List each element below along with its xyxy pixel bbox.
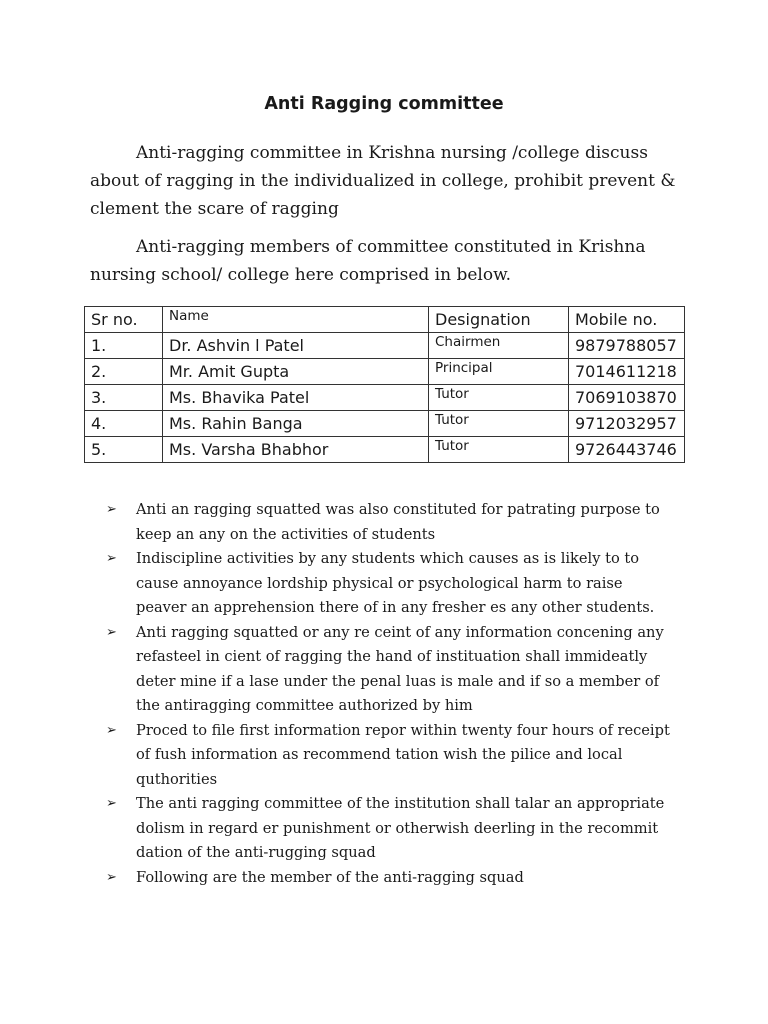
bullet-line: the antiragging committee authorized by him bbox=[136, 697, 473, 714]
committee-table bbox=[84, 306, 685, 463]
paragraph-line: clement the scare of ragging bbox=[90, 199, 339, 219]
cell-sr: 1. bbox=[85, 333, 163, 359]
bullet-line: Following are the member of the anti-ragging squad bbox=[136, 868, 524, 886]
cell-sr: 5. bbox=[85, 437, 163, 463]
bullet-item bbox=[106, 498, 670, 547]
paragraph-line: about of ragging in the individualized in college, prohibit prevent & bbox=[90, 171, 676, 191]
cell-mobile: 9726443746 bbox=[569, 437, 685, 463]
bullet-line: Indiscipline activities by any students which causes as is likely to to bbox=[136, 550, 640, 567]
header-name: Name bbox=[163, 307, 429, 333]
cell-designation: Principal bbox=[429, 359, 569, 385]
header-designation: Designation bbox=[429, 307, 569, 333]
cell-mobile: 9712032957 bbox=[569, 411, 685, 437]
cell-designation: Tutor bbox=[429, 437, 569, 463]
cell-mobile: 7014611218 bbox=[569, 359, 685, 385]
bullet-item bbox=[106, 719, 670, 793]
table-row bbox=[85, 437, 685, 463]
bullet-line: refasteel in cient of ragging the hand of instituation shall immideatly bbox=[136, 648, 648, 665]
paragraph-line: nursing school/ college here comprised in below. bbox=[90, 265, 512, 285]
bullet-line: keep an any on the activities of students bbox=[136, 525, 436, 543]
intro-paragraph bbox=[90, 139, 730, 223]
cell-name: Ms. Bhavika Patel bbox=[163, 385, 429, 411]
bullet-item bbox=[106, 621, 670, 719]
cell-sr: 4. bbox=[85, 411, 163, 437]
cell-sr: 2. bbox=[85, 359, 163, 385]
cell-designation: Tutor bbox=[429, 385, 569, 411]
members-paragraph bbox=[90, 233, 730, 289]
paragraph-line: Anti-ragging members of committee constituted in Krishna bbox=[136, 237, 646, 257]
table-row bbox=[85, 333, 685, 359]
document-title: Anti Ragging committee bbox=[264, 94, 504, 114]
bullet-item bbox=[106, 866, 670, 891]
bullet-line: Anti an ragging squatted was also constituted for patrating purpose to bbox=[136, 501, 660, 518]
bullet-line: quthorities bbox=[136, 770, 218, 788]
bullet-item bbox=[106, 547, 670, 621]
arrowhead-bullet-icon: ➢ bbox=[106, 551, 117, 566]
bullet-line: of fush information as recommend tation wish the pilice and local bbox=[136, 746, 623, 763]
header-mobile: Mobile no. bbox=[569, 307, 685, 333]
table-row bbox=[85, 359, 685, 385]
cell-designation: Tutor bbox=[429, 411, 569, 437]
bullet-line: dation of the anti-rugging squad bbox=[136, 844, 376, 861]
cell-name: Ms. Rahin Banga bbox=[163, 411, 429, 437]
bullet-line: Proced to file first information repor within twenty four hours of receipt bbox=[136, 721, 670, 739]
arrowhead-bullet-icon: ➢ bbox=[106, 869, 117, 885]
cell-name: Dr. Ashvin l Patel bbox=[163, 333, 429, 359]
bullet-line: deter mine if a lase under the penal luas is male and if so a member of bbox=[136, 672, 660, 690]
cell-mobile: 7069103870 bbox=[569, 385, 685, 411]
table-row bbox=[85, 385, 685, 411]
arrowhead-bullet-icon: ➢ bbox=[106, 624, 117, 640]
bullet-line: peaver an apprehension there of in any fresher es any other students. bbox=[136, 599, 655, 616]
cell-name: Mr. Amit Gupta bbox=[163, 359, 429, 385]
arrowhead-bullet-icon: ➢ bbox=[106, 502, 117, 517]
header-sr-no: Sr no. bbox=[85, 307, 163, 333]
table-header-row bbox=[85, 307, 685, 333]
paragraph-line: Anti-ragging committee in Krishna nursing /college discuss bbox=[136, 143, 648, 163]
cell-mobile: 9879788057 bbox=[569, 333, 685, 359]
arrowhead-bullet-icon: ➢ bbox=[106, 796, 117, 811]
bullet-item bbox=[106, 792, 670, 866]
table-row bbox=[85, 411, 685, 437]
bullet-line: The anti ragging committee of the institution shall talar an appropriate bbox=[136, 795, 665, 812]
bullet-list bbox=[106, 498, 670, 890]
bullet-line: cause annoyance lordship physical or psychological harm to raise bbox=[136, 574, 623, 592]
arrowhead-bullet-icon: ➢ bbox=[106, 722, 117, 738]
bullet-line: Anti ragging squatted or any re ceint of any information concening any bbox=[136, 623, 664, 641]
cell-designation: Chairmen bbox=[429, 333, 569, 359]
cell-sr: 3. bbox=[85, 385, 163, 411]
cell-name: Ms. Varsha Bhabhor bbox=[163, 437, 429, 463]
bullet-line: dolism in regard er punishment or otherwish deerling in the recommit bbox=[136, 819, 659, 837]
